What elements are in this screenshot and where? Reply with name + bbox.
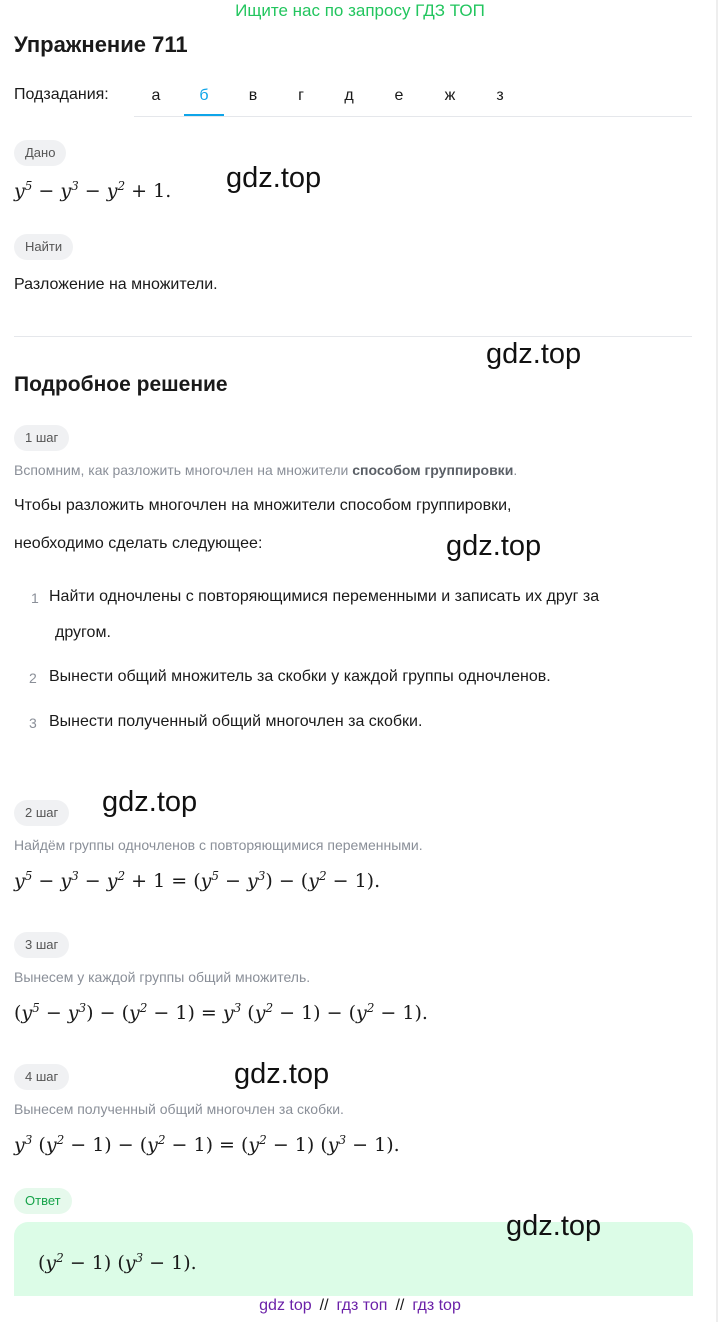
watermark-6: gdz.top [506, 1210, 602, 1242]
right-edge-rule [716, 0, 718, 1322]
footer-separator: // [395, 1297, 405, 1314]
list-item-2: Вынести общий множитель за скобки у каждой группы одночленов. [49, 668, 551, 685]
step1-hint: Вспомним, как разложить многочлен на множители способом группировки. [14, 462, 518, 478]
footer-links [0, 1297, 720, 1315]
watermark-1: gdz.top [226, 162, 322, 194]
given-expression: $y^5 - y^3 - y^2 + 1$. [14, 179, 172, 202]
subtask-tabs [134, 80, 692, 117]
list-number-2: 2 [29, 670, 37, 686]
tab-a[interactable]: а [151, 87, 161, 104]
step3-hint: Вынесем у каждой группы общий множитель. [14, 969, 311, 985]
tab-z[interactable]: з [496, 87, 504, 104]
step1-text-line2: необходимо сделать следующее: [14, 535, 263, 552]
tab-zh[interactable]: ж [444, 87, 456, 104]
watermark-5: gdz.top [234, 1058, 330, 1090]
step1-text-line1: Чтобы разложить многочлен на множители способом группировки, [14, 497, 512, 514]
given-chip: Дано [14, 140, 66, 166]
subtasks-label: Подзадания: [14, 86, 109, 103]
list-number-1: 1 [31, 590, 39, 606]
step2-hint: Найдём группы одночленов с повторяющимися переменными. [14, 837, 423, 853]
step3-chip: 3 шаг [14, 932, 69, 958]
list-item-1-line1: Найти одночлены с повторяющимися переменными и записать их друг за [49, 588, 600, 605]
answer-chip: Ответ [14, 1188, 72, 1214]
step2-expression: $y^5 - y^3 - y^2 + 1 = (y^5 - y^3) - (y^2 - 1)$. [14, 869, 381, 892]
step1-chip: 1 шаг [14, 425, 69, 451]
step4-chip: 4 шаг [14, 1064, 69, 1090]
section-divider [14, 336, 692, 337]
tab-e[interactable]: е [394, 87, 404, 104]
tab-b[interactable]: б [184, 80, 224, 116]
top-banner: Ищите нас по запросу ГДЗ ТОП [235, 1, 485, 20]
solution-title: Подробное решение [14, 373, 228, 396]
find-chip: Найти [14, 234, 73, 260]
footer-link-gdz-top-ru[interactable]: гдз топ [336, 1297, 388, 1314]
tab-d[interactable]: д [344, 87, 354, 104]
footer-link-gdz-top[interactable]: gdz top [259, 1297, 312, 1314]
list-item-1-line2: другом. [55, 624, 111, 641]
find-text: Разложение на множители. [14, 276, 218, 293]
list-item-3: Вынести полученный общий многочлен за скобки. [49, 713, 423, 730]
watermark-3: gdz.top [446, 530, 542, 562]
page-title: Упражнение 711 [14, 32, 188, 57]
list-number-3: 3 [29, 715, 37, 731]
step2-chip: 2 шаг [14, 800, 69, 826]
step3-expression: $(y^5 - y^3) - (y^2 - 1) = y^3$ $(y^2 - 1) - (y^2 - 1)$. [14, 1001, 428, 1024]
step4-expression: $y^3$ $(y^2 - 1) - (y^2 - 1) = (y^2 - 1) (y^3 - 1)$. [14, 1133, 400, 1156]
tab-g[interactable]: г [298, 87, 304, 104]
watermark-4: gdz.top [102, 786, 198, 818]
footer-separator: // [319, 1297, 329, 1314]
footer-link-gdz-top-mixed[interactable]: гдз top [412, 1297, 461, 1314]
step4-hint: Вынесем полученный общий многочлен за скобки. [14, 1101, 344, 1117]
answer-expression: $(y^2 - 1) (y^3 - 1)$. [38, 1251, 197, 1274]
watermark-2: gdz.top [486, 338, 582, 370]
tab-v[interactable]: в [248, 87, 258, 104]
